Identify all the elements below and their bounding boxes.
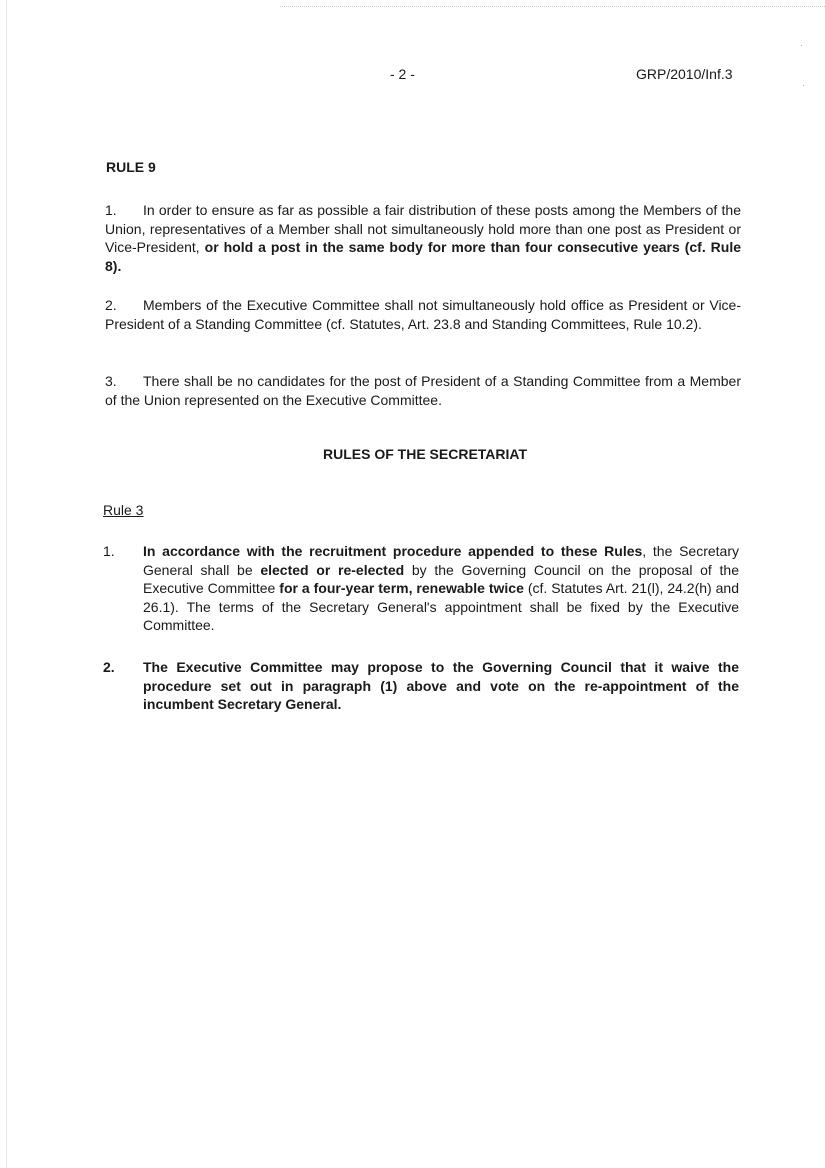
rule9-paragraph-2 — [105, 296, 741, 333]
item-text-plain: , the Secretary General shall be — [143, 543, 739, 578]
rule9-paragraph-3 — [105, 372, 741, 409]
paragraph-text: There shall be no candidates for the post of President of a Standing Committee from a Member of the Union represented on the Executive Committee. — [105, 373, 741, 408]
item-text-plain: (cf. Statutes Art. 21(l), 24.2(h) and 26.1). The terms of the Secretary General's appointment shall be fixed by the Executive Committee. — [143, 580, 739, 633]
item-text-bold: for a four-year term, renewable twice — [279, 580, 524, 596]
item-text-bold: elected or re-elected — [260, 561, 405, 578]
rule3-item-2 — [103, 658, 739, 714]
item-number: 1. — [103, 543, 115, 559]
item-text-bold: In accordance with the recruitment procedure appended to these Rules — [143, 543, 643, 559]
rule3-item-1 — [103, 542, 739, 635]
scan-edge-left — [6, 0, 7, 1168]
item-text-plain: by the Governing Council on the proposal of the Executive Committee — [143, 561, 740, 596]
item-text — [143, 542, 739, 635]
scan-speck: · — [800, 40, 803, 50]
item-number: 2. — [103, 659, 115, 675]
document-code: GRP/2010/Inf.3 — [636, 66, 733, 82]
rule9-title: RULE 9 — [106, 159, 156, 175]
paragraph-number: 3. — [105, 373, 117, 389]
item-text: The Executive Committee may propose to the Governing Council that it waive the procedure set out in paragraph (1) above and vote on the re-appointment of the incumbent Secretary General. — [143, 659, 739, 712]
page-number: - 2 - — [390, 66, 415, 82]
paragraph-number: 2. — [105, 297, 117, 313]
secretariat-title: RULES OF THE SECRETARIAT — [323, 446, 528, 462]
paragraph-text: In order to ensure as far as possible a fair distribution of these posts among the Members of the Union, representatives of a Member shall not simultaneously hold more than one post as President or Vice-President, — [105, 202, 741, 255]
paragraph-text-bold: or hold a post in the same body for more than four consecutive years (cf. Rule 8). — [105, 239, 741, 274]
scan-edge-top — [280, 6, 825, 7]
rule3-title: Rule 3 — [103, 502, 144, 518]
rule9-paragraph-1 — [105, 201, 741, 275]
scan-speck: · — [802, 80, 805, 90]
paragraph-text: Members of the Executive Committee shall not simultaneously hold office as President or Vice-President of a Standing Committee (cf. Statutes, Art. 23.8 and Standing Committees, Rule 10.2). — [105, 297, 741, 332]
paragraph-number: 1. — [105, 202, 117, 218]
